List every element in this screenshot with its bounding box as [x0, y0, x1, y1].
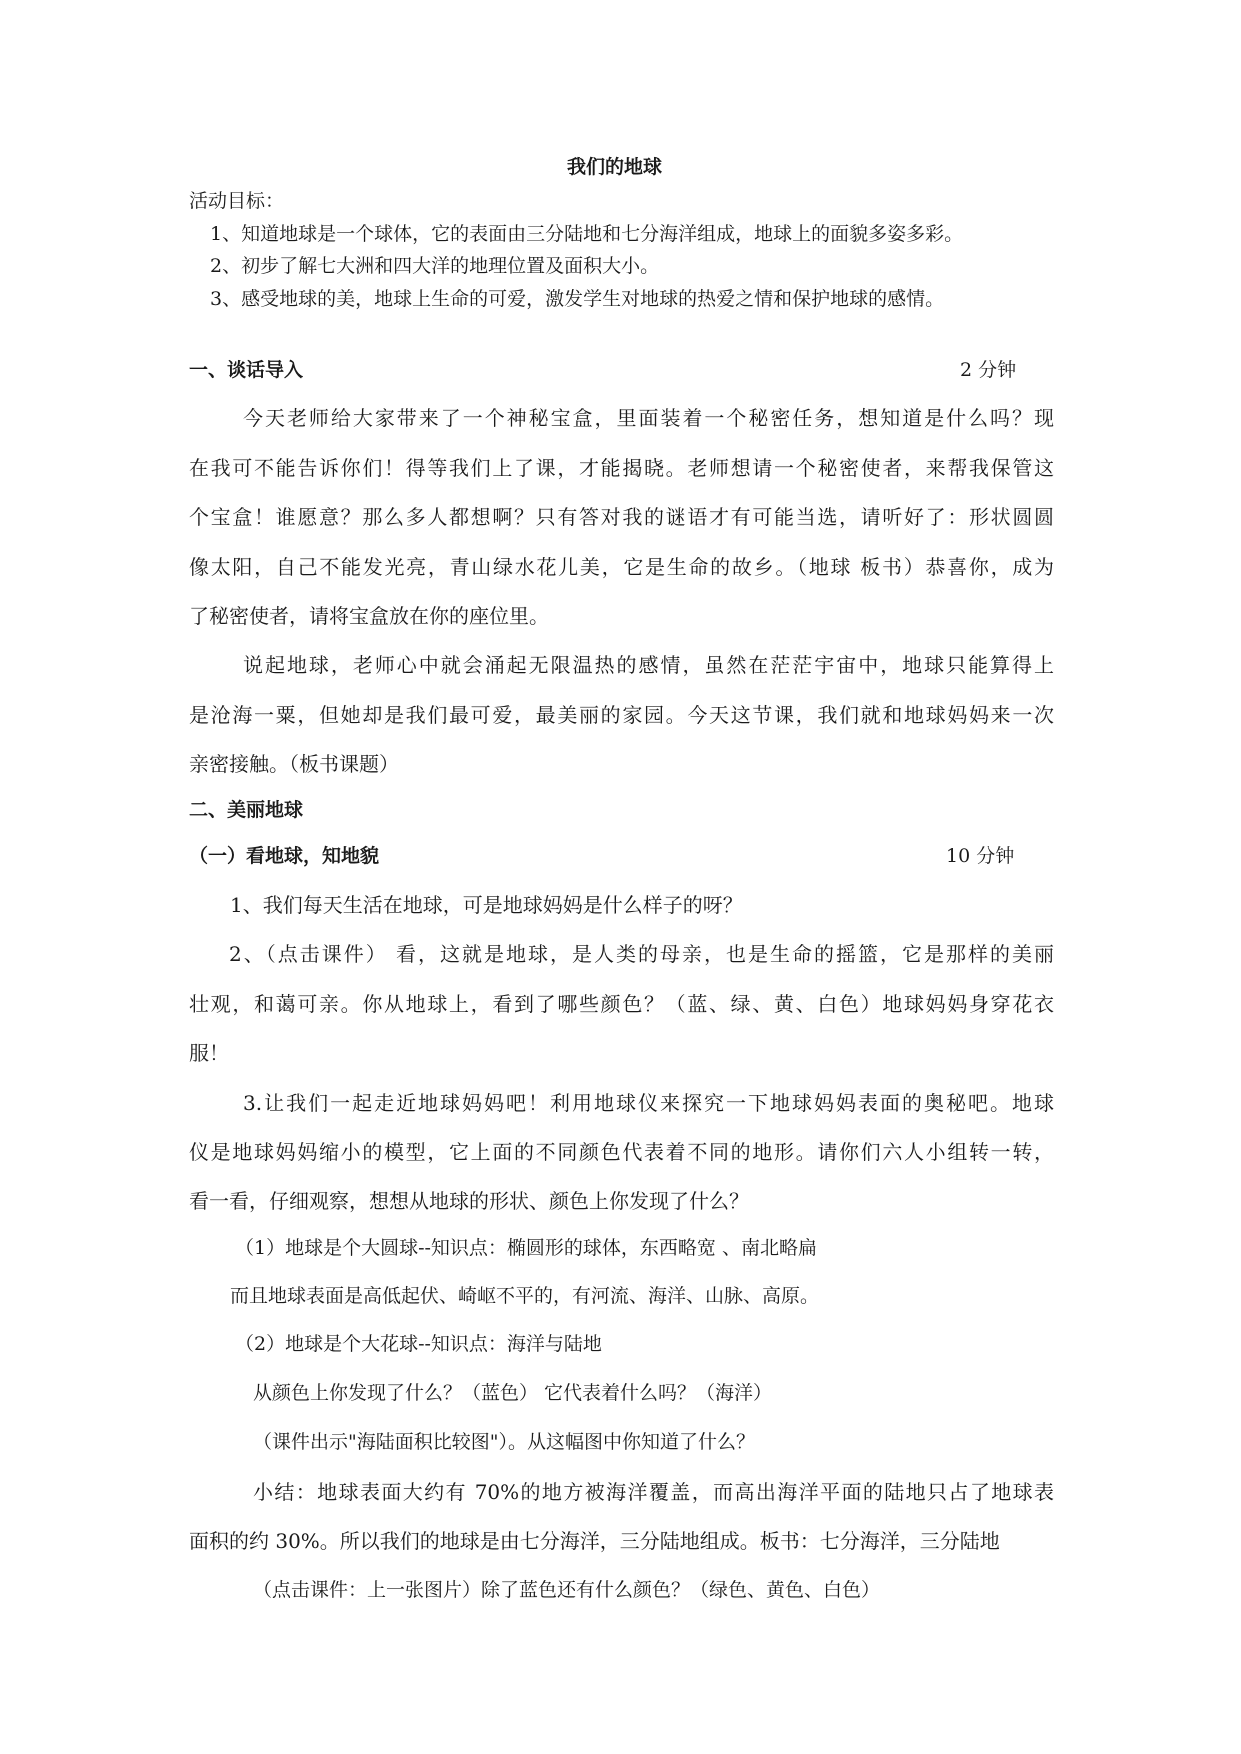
objectives-heading: 活动目标：	[189, 190, 285, 212]
objective-item: 2、初步了解七大洲和四大洋的地理位置及面积大小。	[210, 255, 660, 277]
section-time: 2 分钟	[960, 359, 1017, 381]
paragraph-line: 了秘密使者，请将宝盒放在你的座位里。	[189, 604, 549, 628]
paragraph-line: 是沧海一粟，但她却是我们最可爱，最美丽的家园。今天这节课，我们就和地球妈妈来一次	[189, 703, 1054, 727]
paragraph-line: 亲密接触。（板书课题）	[189, 752, 399, 776]
subsection-time: 10 分钟	[946, 845, 1015, 867]
paragraph-line: 像太阳，自己不能发光亮，青山绿水花儿美，它是生命的故乡。（地球 板书）恭喜你，成为	[189, 555, 1054, 579]
paragraph-line: 今天老师给大家带来了一个神秘宝盒，里面装着一个秘密任务，想知道是什么吗？现	[243, 406, 1054, 430]
paragraph-line: 小结：地球表面大约有 70%的地方被海洋覆盖，而高出海洋平面的陆地只占了地球表	[253, 1480, 1054, 1504]
paragraph-line: 个宝盒！谁愿意？那么多人都想啊？只有答对我的谜语才有可能当选，请听好了：形状圆圆	[189, 505, 1054, 529]
paragraph-line: 说起地球，老师心中就会涌起无限温热的感情，虽然在茫茫宇宙中，地球只能算得上	[243, 653, 1054, 677]
paragraph-line: （点击课件：上一张图片）除了蓝色还有什么颜色？（绿色、黄色、白色）	[253, 1579, 881, 1601]
knowledge-point: 从颜色上你发现了什么？（蓝色） 它代表着什么吗？（海洋）	[253, 1382, 773, 1404]
question-line: 1、我们每天生活在地球，可是地球妈妈是什么样子的呀？	[230, 893, 743, 917]
paragraph-line: 服！	[189, 1041, 229, 1065]
subsection-heading: （一）看地球，知地貌	[189, 845, 380, 867]
knowledge-point: （2）地球是个大花球--知识点：海洋与陆地	[235, 1333, 602, 1355]
paragraph-line: 仪是地球妈妈缩小的模型，它上面的不同颜色代表着不同的地形。请你们六人小组转一转，	[189, 1140, 1054, 1164]
paragraph-line: 看一看，仔细观察，想想从地球的形状、颜色上你发现了什么？	[189, 1189, 749, 1213]
section-heading: 二、美丽地球	[189, 799, 304, 821]
paragraph-line: 面积的约 30%。所以我们的地球是由七分海洋，三分陆地组成。板书：七分海洋，三分陆地	[189, 1529, 1000, 1553]
paragraph-line: 在我可不能告诉你们！得等我们上了课，才能揭晓。老师想请一个秘密使者，来帮我保管这	[189, 456, 1054, 480]
paragraph-line: 壮观，和蔼可亲。你从地球上，看到了哪些颜色？（蓝、绿、黄、白色）地球妈妈身穿花衣	[189, 992, 1054, 1016]
paragraph-line: 2、（点击课件） 看，这就是地球，是人类的母亲，也是生命的摇篮，它是那样的美丽	[229, 942, 1054, 966]
knowledge-point: 而且地球表面是高低起伏、崎岖不平的，有河流、海洋、山脉、高原。	[230, 1285, 820, 1307]
knowledge-point: （1）地球是个大圆球--知识点：椭圆形的球体，东西略宽 、南北略扁	[235, 1237, 817, 1259]
page-title: 我们的地球	[567, 156, 663, 178]
objective-item: 3、感受地球的美，地球上生命的可爱，激发学生对地球的热爱之情和保护地球的感情。	[210, 288, 945, 310]
paragraph-line: 3.让我们一起走近地球妈妈吧！利用地球仪来探究一下地球妈妈表面的奥秘吧。地球	[243, 1091, 1054, 1115]
section-heading: 一、谈话导入	[189, 359, 304, 381]
knowledge-point: （课件出示"海陆面积比较图"）。从这幅图中你知道了什么？	[253, 1431, 755, 1453]
objective-item: 1、知道地球是一个球体，它的表面由三分陆地和七分海洋组成，地球上的面貌多姿多彩。	[210, 223, 964, 245]
